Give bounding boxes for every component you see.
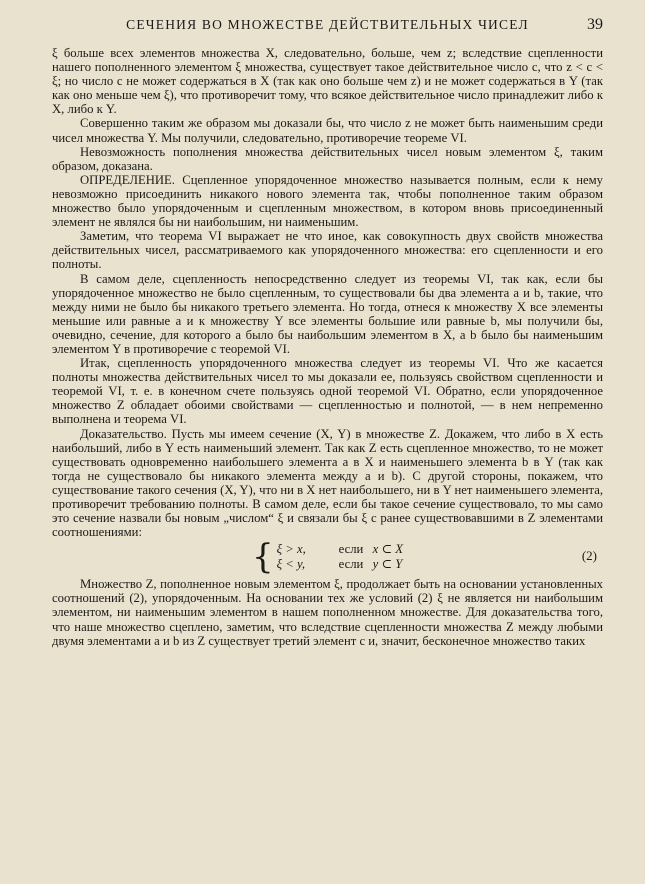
page-header <box>52 10 603 40</box>
equation-rhs: x ⊂ X <box>372 542 403 557</box>
paragraph-6: В самом деле, сцепленность непосредственно следует из теоремы VI, так как, если бы упорядоченное множество не было сцепленным, то существовали бы два элемента a и b, такие, что между ними не было бы никакого третьего элемента. Но тогда, отнеся к множеству X все элементы меньшие или равные a и к множеству Y все элементы большие или равные b, мы получили бы, очевидно, сечение, для которого a было бы наибольшим элементом в X, а b было бы наименьшим элементом Y в противоречие с теоремой VI. <box>52 271 603 356</box>
closing-paragraph: Множество Z, пополненное новым элементом ξ, продолжает быть на основании установленных соотношений (2), упорядоченным. На основании тех же условий (2) ξ не является ни наибольшим элементом, ни наименьшим элементом в нашем пополненном множестве. Для доказательства того, что наше множество сцеплено, заметим, что вследствие сцепленности множества Z между любыми двумя элементами a и b из Z существует третий элемент c и, значит, бесконечное множество таких <box>52 577 603 648</box>
equation-condition: если <box>338 557 364 572</box>
equation-rhs: y ⊂ Y <box>372 557 403 572</box>
definition-paragraph: ОПРЕДЕЛЕНИЕ. Сцепленное упорядоченное множество называется полным, если к нему невозможно присоединить никакого нового элемента так, чтобы пополненное таким образом множество было упорядоченным и сцепленным множеством, в котором вновь присоединенный элемент не являлся бы ни наибольшим, ни наименьшим. <box>52 172 603 230</box>
body-text <box>52 46 603 648</box>
proof-paragraph: Доказательство. Пусть мы имеем сечение (X, Y) в множестве Z. Докажем, что либо в X есть наибольший, либо в Y есть наименьший элемент. Так как Z есть сцепленное множество, то не может существовать одновременно наибольшего элемента a в X и наименьшего элемента b в Y (так как тогда не существовало бы никакого элемента между a и b). С другой стороны, покажем, что существование такого сечения (X, Y), что ни в X нет наибольшего, ни в Y нет наименьшего элемента, противоречит требованию полноты. В самом деле, если бы такое сечение существовало, то мы само это сечение назвали бы новым „числом“ ξ и связали бы ξ с ранее существовавшими в Z элементами соотношениями: <box>52 426 603 540</box>
paragraph-5: Заметим, что теорема VI выражает не что иное, как совокупность двух свойств множества действительных чисел, рассматриваемого как упорядоченного множества: его сцепленности и его полноты. <box>52 229 603 272</box>
equation-lhs: ξ < y, <box>276 557 306 572</box>
running-title: СЕЧЕНИЯ ВО МНОЖЕСТВЕ ДЕЙСТВИТЕЛЬНЫХ ЧИСЕЛ <box>126 17 529 32</box>
equation-lhs: ξ > x, <box>276 542 306 557</box>
equation-row <box>277 557 403 572</box>
left-brace: { <box>252 537 274 578</box>
paragraph-1: ξ больше всех элементов множества X, следовательно, больше, чем z; вследствие сцепленности нашего пополненного элементом ξ множества, существует такое действительное число c, что z < c < ξ; но число c не может содержаться в X (так как оно больше чем z) и не может содержаться в Y (так как оно меньше чем ξ), что противоречит тому, что всякое действительное число принадлежит либо к X, либо к Y. <box>52 46 603 117</box>
paragraph-7: Итак, сцепленность упорядоченного множества следует из теоремы VI. Что же касается полноты множества действительных чисел то мы доказали ее, пользуясь свойством сцепленности и теоремой VI, т. е. в конечном счете пользуясь одной теоремой VI. Обратно, если упорядоченное множество Z обладает обоими свойствами — сцепленностью и полнотой, — в нем непременно выполнена и теорема VI. <box>52 356 603 427</box>
paragraph-3: Невозможность пополнения множества действительных чисел новым элементом ξ, таким образом, доказана. <box>52 144 603 173</box>
equation-2 <box>52 537 603 578</box>
equation-number: (2) <box>581 548 597 564</box>
equation-row <box>277 542 403 557</box>
paragraph-2: Совершенно таким же образом мы доказали бы, что число z не может быть наименьшим среди чисел множества Y. Мы получили, следовательно, противоречие теореме VI. <box>52 116 603 145</box>
page-number: 39 <box>587 16 603 33</box>
equation-condition: если <box>338 542 364 557</box>
equation-cases <box>277 542 403 572</box>
